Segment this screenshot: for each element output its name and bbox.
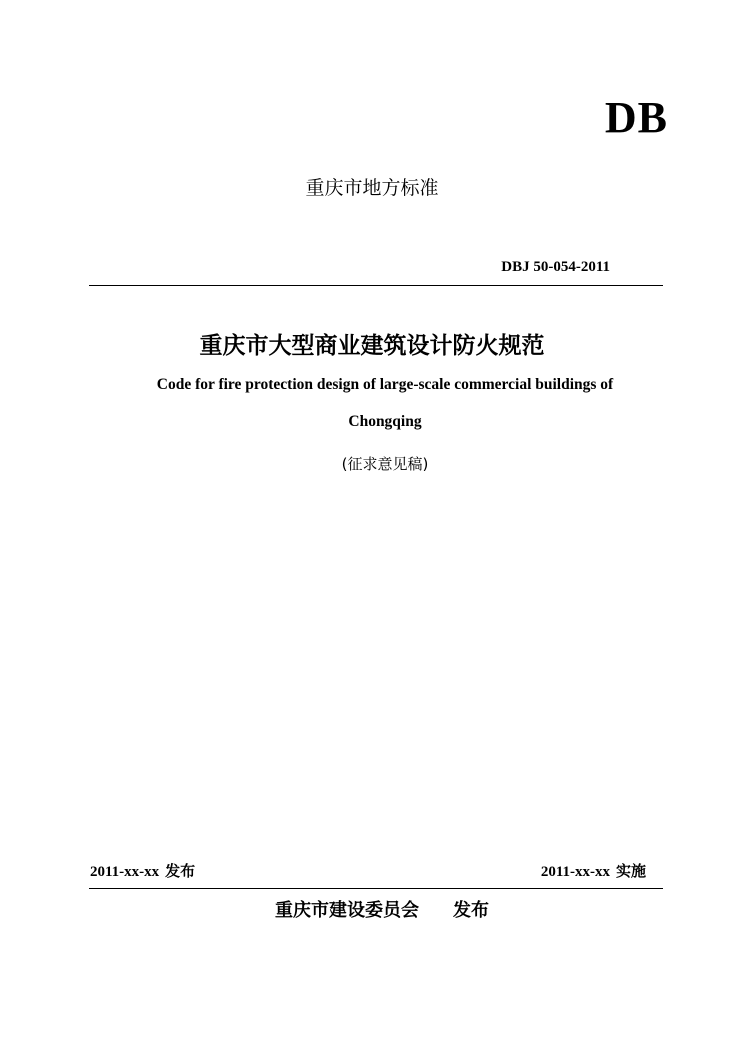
issue-date: 2011-xx-xx <box>90 864 160 880</box>
issuer-name: 重庆市建设委员会 <box>275 900 419 921</box>
implement-label: 实施 <box>615 862 646 880</box>
implement-date-block <box>541 861 646 882</box>
bottom-divider <box>89 888 663 889</box>
title-english-line-2: Chongqing <box>348 413 422 430</box>
title-chinese: 重庆市大型商业建筑设计防火规范 <box>199 333 545 359</box>
standard-type: 重庆市地方标准 <box>305 177 439 199</box>
implement-date: 2011-xx-xx <box>540 864 610 880</box>
standard-number: DBJ 50-054-2011 <box>501 259 610 275</box>
top-divider <box>89 285 663 286</box>
title-english-line-1: Code for fire protection design of large-scale commercial buildings of <box>156 376 614 393</box>
issue-date-block <box>90 861 195 882</box>
issue-label: 发布 <box>165 862 196 880</box>
db-mark: DB <box>604 93 668 142</box>
issuer-action: 发布 <box>453 900 489 921</box>
draft-note: (征求意见稿) <box>341 455 429 473</box>
issuer-line <box>0 899 744 923</box>
